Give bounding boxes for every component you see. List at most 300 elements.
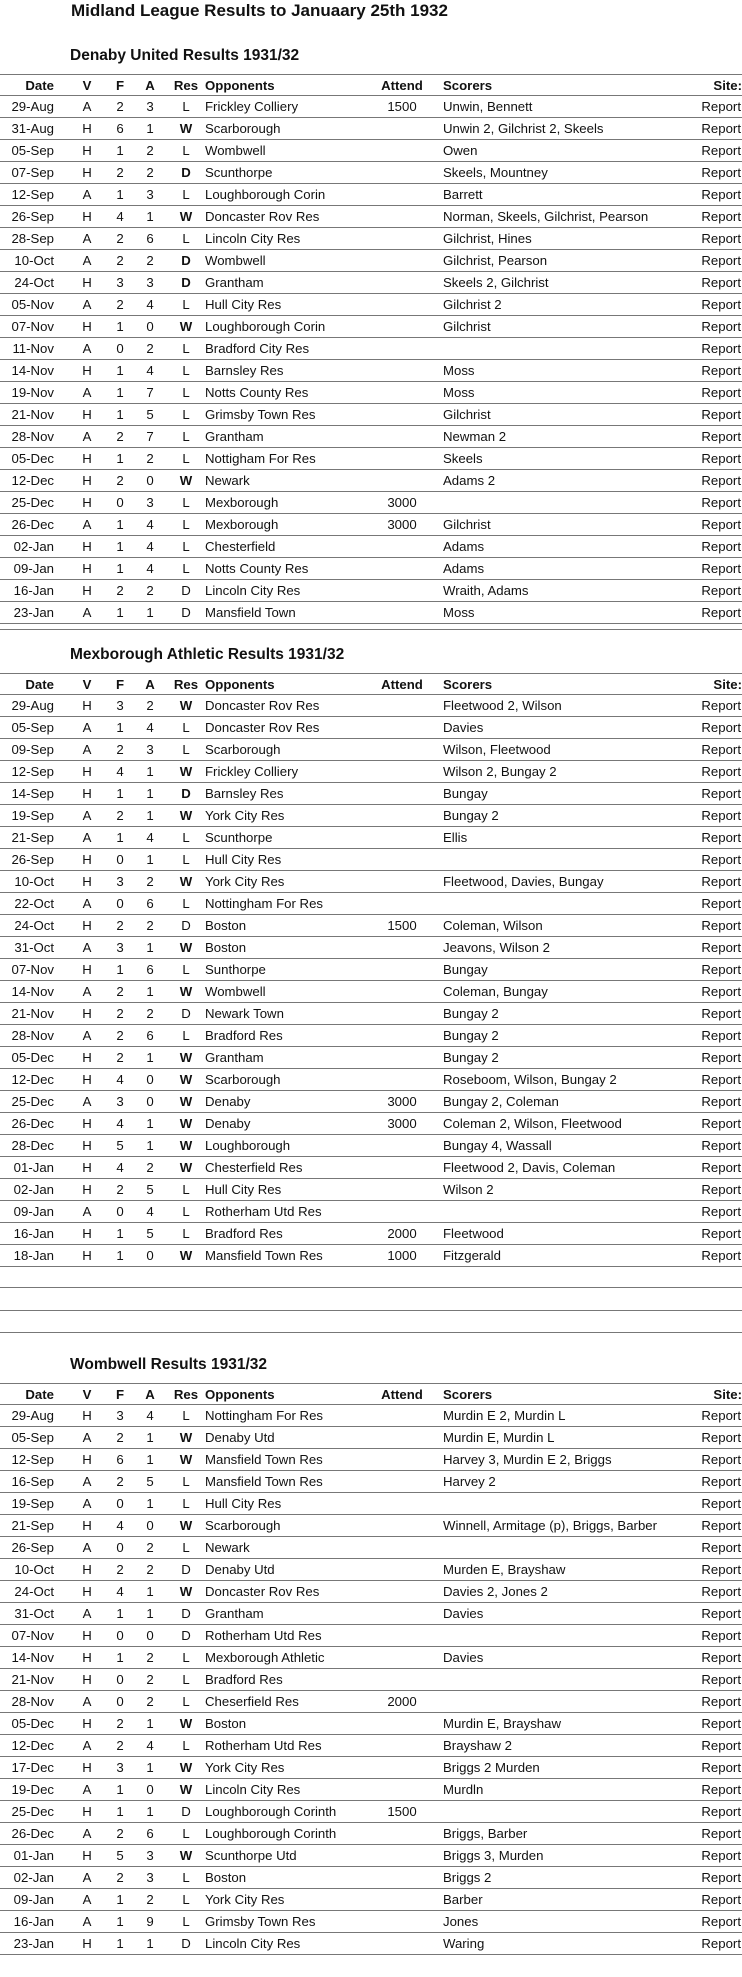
opponent-cell: Mansfield Town Res: [205, 1452, 323, 1467]
table-row: [0, 184, 742, 206]
column-header-v: V: [82, 677, 92, 692]
column-header-scorers: Scorers: [443, 1387, 493, 1402]
goals-for-cell: 4: [116, 1584, 124, 1599]
report-link[interactable]: Report: [701, 275, 741, 290]
venue-cell: H: [82, 1518, 92, 1533]
table-row: [0, 1713, 742, 1735]
opponent-cell: Hull City Res: [205, 297, 282, 312]
report-link[interactable]: Report: [701, 495, 741, 510]
opponent-cell: Grantham: [205, 1050, 264, 1065]
venue-cell: A: [82, 1204, 92, 1219]
table-row: [0, 695, 742, 717]
goals-for-cell: 2: [116, 429, 124, 444]
goals-for-cell: 3: [116, 698, 124, 713]
report-link[interactable]: Report: [701, 187, 741, 202]
table-row: [0, 316, 742, 338]
result-cell: L: [182, 99, 190, 114]
opponent-cell: Hull City Res: [205, 1496, 282, 1511]
opponent-cell: Newark: [205, 1540, 250, 1555]
report-link[interactable]: Report: [701, 1848, 741, 1863]
table-row: [0, 1471, 742, 1493]
report-link[interactable]: Report: [701, 1138, 741, 1153]
goals-for-cell: 4: [116, 1072, 124, 1087]
report-link[interactable]: Report: [701, 1160, 741, 1175]
goals-against-cell: 6: [146, 896, 154, 911]
result-cell: W: [179, 209, 193, 224]
opponent-cell: Doncaster Rov Res: [205, 209, 320, 224]
table-row: [0, 1427, 742, 1449]
report-link[interactable]: Report: [701, 1540, 741, 1555]
result-cell: W: [179, 940, 193, 955]
date-cell: 14-Nov: [11, 363, 54, 378]
goals-for-cell: 2: [116, 1182, 124, 1197]
goals-against-cell: 2: [146, 165, 154, 180]
report-link[interactable]: Report: [701, 1430, 741, 1445]
report-link[interactable]: Report: [701, 852, 741, 867]
goals-for-cell: 2: [116, 473, 124, 488]
date-cell: 18-Jan: [13, 1248, 54, 1263]
date-cell: 07-Nov: [11, 1628, 54, 1643]
report-link[interactable]: Report: [701, 319, 741, 334]
report-link[interactable]: Report: [701, 561, 741, 576]
goals-against-cell: 5: [146, 1182, 154, 1197]
report-link[interactable]: Report: [701, 720, 741, 735]
scorers-cell: Gilchrist: [443, 407, 491, 422]
scorers-cell: Davies: [443, 1650, 484, 1665]
report-link[interactable]: Report: [701, 896, 741, 911]
table-row: [0, 937, 742, 959]
opponent-cell: Bradford Res: [205, 1226, 283, 1241]
venue-cell: H: [82, 1050, 92, 1065]
opponent-cell: Loughborough Corinth: [205, 1804, 337, 1819]
scorers-cell: Fleetwood 2, Wilson: [443, 698, 562, 713]
scorers-cell: Adams: [443, 561, 485, 576]
column-header-date: Date: [25, 677, 54, 692]
report-link[interactable]: Report: [701, 1248, 741, 1263]
venue-cell: H: [82, 1760, 92, 1775]
column-header-site: Site:: [713, 78, 742, 93]
report-link[interactable]: Report: [701, 539, 741, 554]
goals-against-cell: 2: [146, 1892, 154, 1907]
column-header-f: F: [115, 78, 125, 93]
goals-against-cell: 2: [146, 1006, 154, 1021]
table-row: [0, 1603, 742, 1625]
venue-cell: H: [82, 539, 92, 554]
report-link[interactable]: Report: [701, 1606, 741, 1621]
goals-against-cell: 1: [146, 209, 154, 224]
report-link[interactable]: Report: [701, 1182, 741, 1197]
table-row: [0, 448, 742, 470]
scorers-cell: Murdin E 2, Murdin L: [443, 1408, 566, 1423]
report-link[interactable]: Report: [701, 786, 741, 801]
goals-for-cell: 2: [116, 99, 124, 114]
venue-cell: H: [82, 319, 92, 334]
venue-cell: H: [82, 698, 92, 713]
column-header-res: Res: [173, 677, 199, 692]
venue-cell: A: [82, 742, 92, 757]
goals-against-cell: 6: [146, 231, 154, 246]
venue-cell: A: [82, 830, 92, 845]
result-cell: W: [179, 808, 193, 823]
scorers-cell: Harvey 2: [443, 1474, 496, 1489]
goals-for-cell: 1: [116, 1248, 124, 1263]
report-link[interactable]: Report: [701, 1226, 741, 1241]
column-header-date: Date: [25, 78, 54, 93]
result-cell: L: [182, 742, 190, 757]
report-link[interactable]: Report: [701, 1204, 741, 1219]
scorers-cell: Gilchrist: [443, 319, 491, 334]
goals-against-cell: 0: [146, 319, 154, 334]
date-cell: 26-Dec: [11, 1116, 54, 1131]
opponent-cell: Chesterfield: [205, 539, 276, 554]
scorers-cell: Coleman, Bungay: [443, 984, 548, 999]
report-link[interactable]: Report: [701, 209, 741, 224]
goals-against-cell: 1: [146, 1760, 154, 1775]
goals-for-cell: 0: [116, 495, 124, 510]
goals-for-cell: 1: [116, 385, 124, 400]
report-link[interactable]: Report: [701, 583, 741, 598]
date-cell: 09-Jan: [13, 1204, 54, 1219]
goals-for-cell: 3: [116, 1408, 124, 1423]
venue-cell: H: [82, 561, 92, 576]
goals-against-cell: 2: [146, 1540, 154, 1555]
table-row: [0, 1113, 742, 1135]
scorers-cell: Harvey 3, Murdin E 2, Briggs: [443, 1452, 612, 1467]
venue-cell: A: [82, 1782, 92, 1797]
report-link[interactable]: Report: [701, 473, 741, 488]
goals-against-cell: 3: [146, 742, 154, 757]
report-link[interactable]: Report: [701, 742, 741, 757]
report-link[interactable]: Report: [701, 1006, 741, 1021]
date-cell: 14-Sep: [11, 786, 54, 801]
report-link[interactable]: Report: [701, 940, 741, 955]
report-link[interactable]: Report: [701, 1672, 741, 1687]
venue-cell: A: [82, 297, 92, 312]
report-link[interactable]: Report: [701, 1870, 741, 1885]
report-link[interactable]: Report: [701, 1474, 741, 1489]
report-link[interactable]: Report: [701, 407, 741, 422]
scorers-cell: Bungay 2, Coleman: [443, 1094, 559, 1109]
goals-against-cell: 1: [146, 1584, 154, 1599]
goals-for-cell: 1: [116, 786, 124, 801]
table-row: [0, 1201, 742, 1223]
table-row: [0, 717, 742, 739]
result-cell: W: [179, 1518, 193, 1533]
report-link[interactable]: Report: [701, 1496, 741, 1511]
opponent-cell: Loughborough Corinth: [205, 1826, 337, 1841]
report-link[interactable]: Report: [701, 1584, 741, 1599]
report-link[interactable]: Report: [701, 1738, 741, 1753]
venue-cell: A: [82, 1826, 92, 1841]
column-header-a: A: [145, 1387, 155, 1402]
opponent-cell: Mexborough: [205, 495, 279, 510]
goals-for-cell: 1: [116, 1782, 124, 1797]
opponent-cell: Wombwell: [205, 143, 266, 158]
goals-against-cell: 1: [146, 1936, 154, 1951]
report-link[interactable]: Report: [701, 253, 741, 268]
result-cell: D: [181, 1804, 191, 1819]
venue-cell: A: [82, 341, 92, 356]
table-row: [0, 1449, 742, 1471]
results-table-denaby: [0, 74, 742, 624]
opponent-cell: Grantham: [205, 1606, 264, 1621]
report-link[interactable]: Report: [701, 874, 741, 889]
report-link[interactable]: Report: [701, 297, 741, 312]
result-cell: W: [179, 764, 193, 779]
results-table-wombwell: [0, 1383, 742, 1955]
venue-cell: H: [82, 1006, 92, 1021]
goals-against-cell: 1: [146, 1050, 154, 1065]
report-link[interactable]: Report: [701, 363, 741, 378]
table-row: [0, 1091, 742, 1113]
venue-cell: A: [82, 1430, 92, 1445]
table-row: [0, 1405, 742, 1427]
column-header-v: V: [82, 1387, 92, 1402]
goals-for-cell: 3: [116, 940, 124, 955]
report-link[interactable]: Report: [701, 605, 741, 620]
opponent-cell: Scarborough: [205, 121, 281, 136]
result-cell: L: [182, 1408, 190, 1423]
goals-for-cell: 0: [116, 1628, 124, 1643]
table-row: [0, 1493, 742, 1515]
date-cell: 23-Jan: [13, 605, 54, 620]
result-cell: W: [179, 1116, 193, 1131]
table-row: [0, 1647, 742, 1669]
report-link[interactable]: Report: [701, 984, 741, 999]
report-link[interactable]: Report: [701, 121, 741, 136]
date-cell: 05-Sep: [11, 1430, 54, 1445]
report-link[interactable]: Report: [701, 1782, 741, 1797]
report-link[interactable]: Report: [701, 918, 741, 933]
result-cell: L: [182, 495, 190, 510]
scorers-cell: Bungay 2: [443, 808, 499, 823]
table-row: [0, 805, 742, 827]
column-header-scorers: Scorers: [443, 78, 493, 93]
goals-for-cell: 1: [116, 1650, 124, 1665]
goals-against-cell: 0: [146, 1782, 154, 1797]
opponent-cell: York City Res: [205, 874, 285, 889]
report-link[interactable]: Report: [701, 1408, 741, 1423]
goals-for-cell: 2: [116, 253, 124, 268]
result-cell: L: [182, 187, 190, 202]
report-link[interactable]: Report: [701, 165, 741, 180]
venue-cell: H: [82, 1248, 92, 1263]
report-link[interactable]: Report: [701, 1072, 741, 1087]
goals-against-cell: 2: [146, 1672, 154, 1687]
goals-against-cell: 1: [146, 121, 154, 136]
scorers-cell: Ellis: [443, 830, 468, 845]
scorers-cell: Barber: [443, 1892, 483, 1907]
opponent-cell: Nottigham For Res: [205, 451, 316, 466]
goals-for-cell: 0: [116, 341, 124, 356]
goals-for-cell: 0: [116, 1540, 124, 1555]
report-link[interactable]: Report: [701, 1694, 741, 1709]
opponent-cell: Wombwell: [205, 253, 266, 268]
opponent-cell: Boston: [205, 940, 247, 955]
report-link[interactable]: Report: [701, 1650, 741, 1665]
report-link[interactable]: Report: [701, 1116, 741, 1131]
column-header-site: Site:: [713, 677, 742, 692]
report-link[interactable]: Report: [701, 1892, 741, 1907]
result-cell: W: [179, 1050, 193, 1065]
column-header-f: F: [115, 677, 125, 692]
date-cell: 22-Oct: [14, 896, 54, 911]
goals-against-cell: 2: [146, 253, 154, 268]
report-link[interactable]: Report: [701, 429, 741, 444]
opponent-cell: Scarborough: [205, 1072, 281, 1087]
table-row: [0, 981, 742, 1003]
scorers-cell: Newman 2: [443, 429, 507, 444]
venue-cell: A: [82, 517, 92, 532]
goals-against-cell: 1: [146, 1116, 154, 1131]
report-link[interactable]: Report: [701, 1826, 741, 1841]
report-link[interactable]: Report: [701, 1094, 741, 1109]
report-link[interactable]: Report: [701, 1936, 741, 1951]
venue-cell: A: [82, 1606, 92, 1621]
report-link[interactable]: Report: [701, 1050, 741, 1065]
report-link[interactable]: Report: [701, 1804, 741, 1819]
report-link[interactable]: Report: [701, 385, 741, 400]
report-link[interactable]: Report: [701, 451, 741, 466]
opponent-cell: Mansfield Town: [205, 605, 296, 620]
result-cell: D: [181, 1606, 191, 1621]
goals-for-cell: 1: [116, 561, 124, 576]
date-cell: 17-Dec: [11, 1760, 54, 1775]
scorers-cell: Murdin E, Murdin L: [443, 1430, 555, 1445]
result-cell: W: [179, 874, 193, 889]
venue-cell: A: [82, 720, 92, 735]
venue-cell: H: [82, 1650, 92, 1665]
report-link[interactable]: Report: [701, 1518, 741, 1533]
goals-against-cell: 2: [146, 874, 154, 889]
report-link[interactable]: Report: [701, 1562, 741, 1577]
opponent-cell: Loughborough: [205, 1138, 291, 1153]
goals-for-cell: 2: [116, 297, 124, 312]
scorers-cell: Adams: [443, 539, 485, 554]
goals-for-cell: 4: [116, 1160, 124, 1175]
result-cell: L: [182, 407, 190, 422]
table-row: [0, 1823, 742, 1845]
date-cell: 14-Nov: [11, 984, 54, 999]
venue-cell: H: [82, 1116, 92, 1131]
opponent-cell: Nottingham For Res: [205, 896, 323, 911]
goals-against-cell: 4: [146, 720, 154, 735]
scorers-cell: Murdin E, Brayshaw: [443, 1716, 561, 1731]
date-cell: 31-Oct: [14, 940, 54, 955]
table-row: [0, 783, 742, 805]
goals-for-cell: 2: [116, 1430, 124, 1445]
goals-against-cell: 1: [146, 786, 154, 801]
report-link[interactable]: Report: [701, 231, 741, 246]
goals-against-cell: 4: [146, 363, 154, 378]
scorers-cell: Barrett: [443, 187, 483, 202]
goals-against-cell: 4: [146, 297, 154, 312]
table-row: [0, 1047, 742, 1069]
goals-against-cell: 5: [146, 1474, 154, 1489]
result-cell: W: [179, 1782, 193, 1797]
table-row: [0, 1003, 742, 1025]
report-link[interactable]: Report: [701, 962, 741, 977]
date-cell: 01-Jan: [13, 1160, 54, 1175]
date-cell: 19-Sep: [11, 808, 54, 823]
opponent-cell: Lincoln City Res: [205, 583, 301, 598]
date-cell: 31-Aug: [11, 121, 54, 136]
goals-against-cell: 1: [146, 1430, 154, 1445]
goals-for-cell: 5: [116, 1848, 124, 1863]
report-link[interactable]: Report: [701, 1760, 741, 1775]
venue-cell: H: [82, 165, 92, 180]
report-link[interactable]: Report: [701, 764, 741, 779]
opponent-cell: Doncaster Rov Res: [205, 1584, 320, 1599]
venue-cell: H: [82, 583, 92, 598]
goals-against-cell: 0: [146, 1248, 154, 1263]
goals-for-cell: 2: [116, 1006, 124, 1021]
report-link[interactable]: Report: [701, 517, 741, 532]
report-link[interactable]: Report: [701, 1028, 741, 1043]
section-title-denaby: Denaby United Results 1931/32: [70, 47, 300, 64]
attendance-cell: 3000: [387, 517, 417, 532]
venue-cell: A: [82, 99, 92, 114]
date-cell: 07-Nov: [11, 962, 54, 977]
scorers-cell: Unwin 2, Gilchrist 2, Skeels: [443, 121, 604, 136]
date-cell: 19-Nov: [11, 385, 54, 400]
date-cell: 16-Jan: [13, 1914, 54, 1929]
report-link[interactable]: Report: [701, 1914, 741, 1929]
report-link[interactable]: Report: [701, 1716, 741, 1731]
opponent-cell: Mansfield Town Res: [205, 1248, 323, 1263]
report-link[interactable]: Report: [701, 808, 741, 823]
opponent-cell: Barnsley Res: [205, 786, 284, 801]
report-link[interactable]: Report: [701, 830, 741, 845]
date-cell: 07-Nov: [11, 319, 54, 334]
column-header-opponents: Opponents: [205, 677, 275, 692]
table-row: [0, 739, 742, 761]
goals-against-cell: 6: [146, 1028, 154, 1043]
report-link[interactable]: Report: [701, 1628, 741, 1643]
venue-cell: A: [82, 1694, 92, 1709]
table-row: [0, 871, 742, 893]
goals-for-cell: 2: [116, 1028, 124, 1043]
report-link[interactable]: Report: [701, 1452, 741, 1467]
report-link[interactable]: Report: [701, 99, 741, 114]
goals-for-cell: 2: [116, 231, 124, 246]
table-row: [0, 1069, 742, 1091]
table-row: [0, 272, 742, 294]
scorers-cell: Davies: [443, 1606, 484, 1621]
goals-for-cell: 0: [116, 896, 124, 911]
scorers-cell: Briggs 2 Murden: [443, 1760, 540, 1775]
date-cell: 12-Sep: [11, 764, 54, 779]
date-cell: 07-Sep: [11, 165, 54, 180]
venue-cell: H: [82, 1848, 92, 1863]
venue-cell: H: [82, 121, 92, 136]
opponent-cell: Lincoln City Res: [205, 1936, 301, 1951]
result-cell: L: [182, 1694, 190, 1709]
goals-for-cell: 1: [116, 1936, 124, 1951]
scorers-cell: Skeels 2, Gilchrist: [443, 275, 549, 290]
report-link[interactable]: Report: [701, 698, 741, 713]
date-cell: 21-Nov: [11, 1006, 54, 1021]
result-cell: D: [181, 253, 191, 268]
report-link[interactable]: Report: [701, 143, 741, 158]
scorers-cell: Wilson, Fleetwood: [443, 742, 551, 757]
report-link[interactable]: Report: [701, 341, 741, 356]
scorers-cell: Moss: [443, 363, 475, 378]
goals-for-cell: 2: [116, 1826, 124, 1841]
goals-against-cell: 3: [146, 275, 154, 290]
scorers-cell: Fleetwood, Davies, Bungay: [443, 874, 604, 889]
goals-for-cell: 1: [116, 319, 124, 334]
